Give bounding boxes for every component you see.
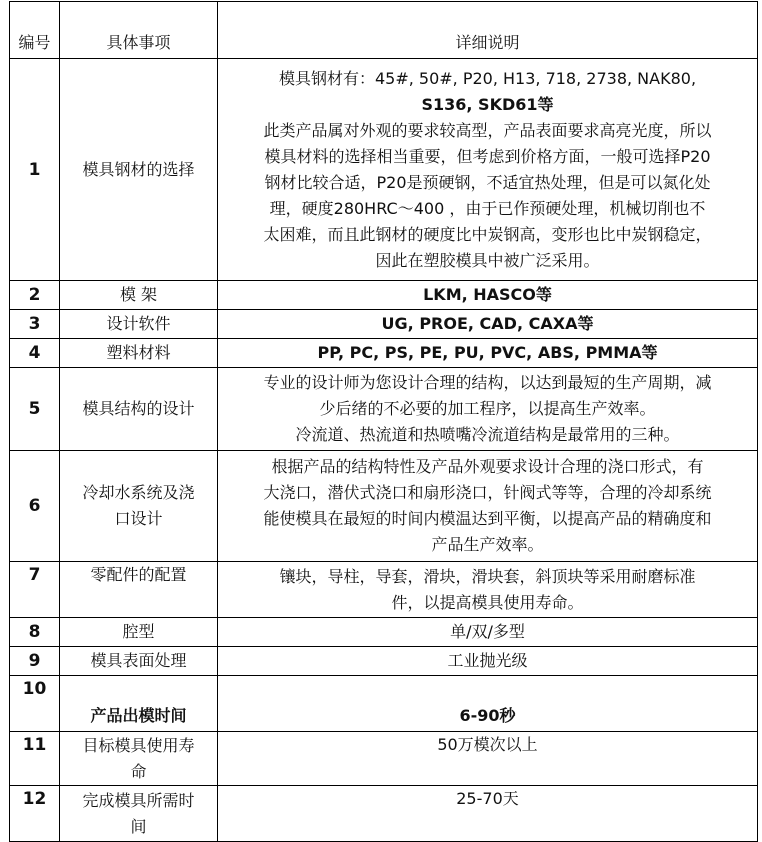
row-detail: 单/双/多型 — [218, 618, 758, 647]
item-line: 命 — [130, 761, 147, 781]
row-item: 模具钢材的选择 — [60, 59, 218, 281]
row-item: 模具表面处理 — [60, 647, 218, 676]
row-detail — [218, 451, 758, 562]
row-number: 5 — [10, 368, 60, 451]
detail-line: 模具钢材有：45#, 50#, P20, H13, 718, 2738, NAK80, — [278, 68, 697, 88]
detail-line: 模具材料的选择相当重要，但考虑到价格方面，一般可选择P20 — [264, 146, 711, 166]
table-row — [10, 281, 758, 310]
table-row — [10, 562, 758, 618]
row-number: 1 — [10, 59, 60, 281]
detail-line: 件，以提高模具使用寿命。 — [391, 592, 584, 612]
row-detail: PP, PC, PS, PE, PU, PVC, ABS, PMMA等 — [218, 339, 758, 368]
detail-line: 镶块，导柱，导套，滑块，滑块套，斜顶块等采用耐磨标准 — [279, 566, 696, 586]
item-line: 冷却水系统及浇 — [82, 483, 195, 502]
table-row — [10, 368, 758, 451]
item-line: 间 — [130, 816, 147, 836]
row-item: 塑料材料 — [60, 339, 218, 368]
row-number: 8 — [10, 618, 60, 647]
detail-line: 根据产品的结构特性及产品外观要求设计合理的浇口形式，有 — [271, 457, 704, 476]
item-line: 完成模具所需时 — [82, 790, 195, 810]
row-number: 2 — [10, 281, 60, 310]
detail-line: 因此在塑胶模具中被广泛采用。 — [375, 250, 600, 270]
detail-line: 钢材比较合适，P20是预硬钢，不适宜热处理，但是可以氮化处 — [264, 172, 711, 192]
header-row — [10, 2, 758, 59]
row-number: 3 — [10, 310, 60, 339]
detail-line: 冷流道、热流道和热喷嘴冷流道结构是最常用的三种。 — [295, 425, 680, 444]
table-row — [10, 647, 758, 676]
row-detail — [218, 368, 758, 451]
row-detail: UG, PROE, CAD, CAXA等 — [218, 310, 758, 339]
row-detail: 6-90秒 — [218, 676, 758, 732]
header-num: 编号 — [10, 2, 60, 59]
table-row — [10, 732, 758, 786]
row-item: 腔型 — [60, 618, 218, 647]
row-detail — [218, 59, 758, 281]
detail-line: 产品生产效率。 — [431, 535, 544, 554]
row-number: 6 — [10, 451, 60, 562]
table-row — [10, 451, 758, 562]
detail-line: 能使模具在最短的时间内模温达到平衡，以提高产品的精确度和 — [263, 509, 712, 528]
row-item: 模具结构的设计 — [60, 368, 218, 451]
table-row — [10, 676, 758, 732]
header-detail: 详细说明 — [218, 2, 758, 59]
table-row — [10, 310, 758, 339]
row-item — [60, 732, 218, 786]
row-item: 产品出模时间 — [60, 676, 218, 732]
table-row — [10, 59, 758, 281]
detail-line: 此类产品属对外观的要求较高型，产品表面要求高亮光度，所以 — [263, 120, 712, 140]
table-row — [10, 339, 758, 368]
row-detail — [218, 562, 758, 618]
row-item — [60, 786, 218, 842]
row-detail: 工业抛光级 — [218, 647, 758, 676]
row-number: 12 — [10, 786, 60, 842]
detail-line: S136, SKD61等 — [421, 94, 554, 114]
table-row — [10, 786, 758, 842]
item-line: 目标模具使用寿 — [82, 735, 195, 755]
header-item: 具体事项 — [60, 2, 218, 59]
detail-line: 理，硬度280HRC～400 ，由于已作预硬处理，机械切削也不 — [269, 198, 706, 218]
row-number: 10 — [10, 676, 60, 732]
row-detail: 25-70天 — [218, 786, 758, 842]
detail-line: 少后绪的不必要的加工程序，以提高生产效率。 — [319, 399, 656, 418]
row-item: 设计软件 — [60, 310, 218, 339]
detail-line: 大浇口，潜伏式浇口和扇形浇口，针阀式等等，合理的冷却系统 — [263, 483, 712, 502]
row-item — [60, 451, 218, 562]
table-row — [10, 618, 758, 647]
mold-spec-table — [9, 1, 758, 842]
row-number: 7 — [10, 562, 60, 618]
row-item: 模 架 — [60, 281, 218, 310]
row-detail: 50万模次以上 — [218, 732, 758, 786]
detail-line: 太困难，而且此钢材的硬度比中炭钢高，变形也比中炭钢稳定， — [263, 224, 712, 244]
row-number: 11 — [10, 732, 60, 786]
item-line: 口设计 — [114, 509, 163, 528]
detail-line: 专业的设计师为您设计合理的结构，以达到最短的生产周期，减 — [263, 373, 712, 392]
row-number: 4 — [10, 339, 60, 368]
row-number: 9 — [10, 647, 60, 676]
row-detail: LKM, HASCO等 — [218, 281, 758, 310]
row-item: 零配件的配置 — [60, 562, 218, 618]
